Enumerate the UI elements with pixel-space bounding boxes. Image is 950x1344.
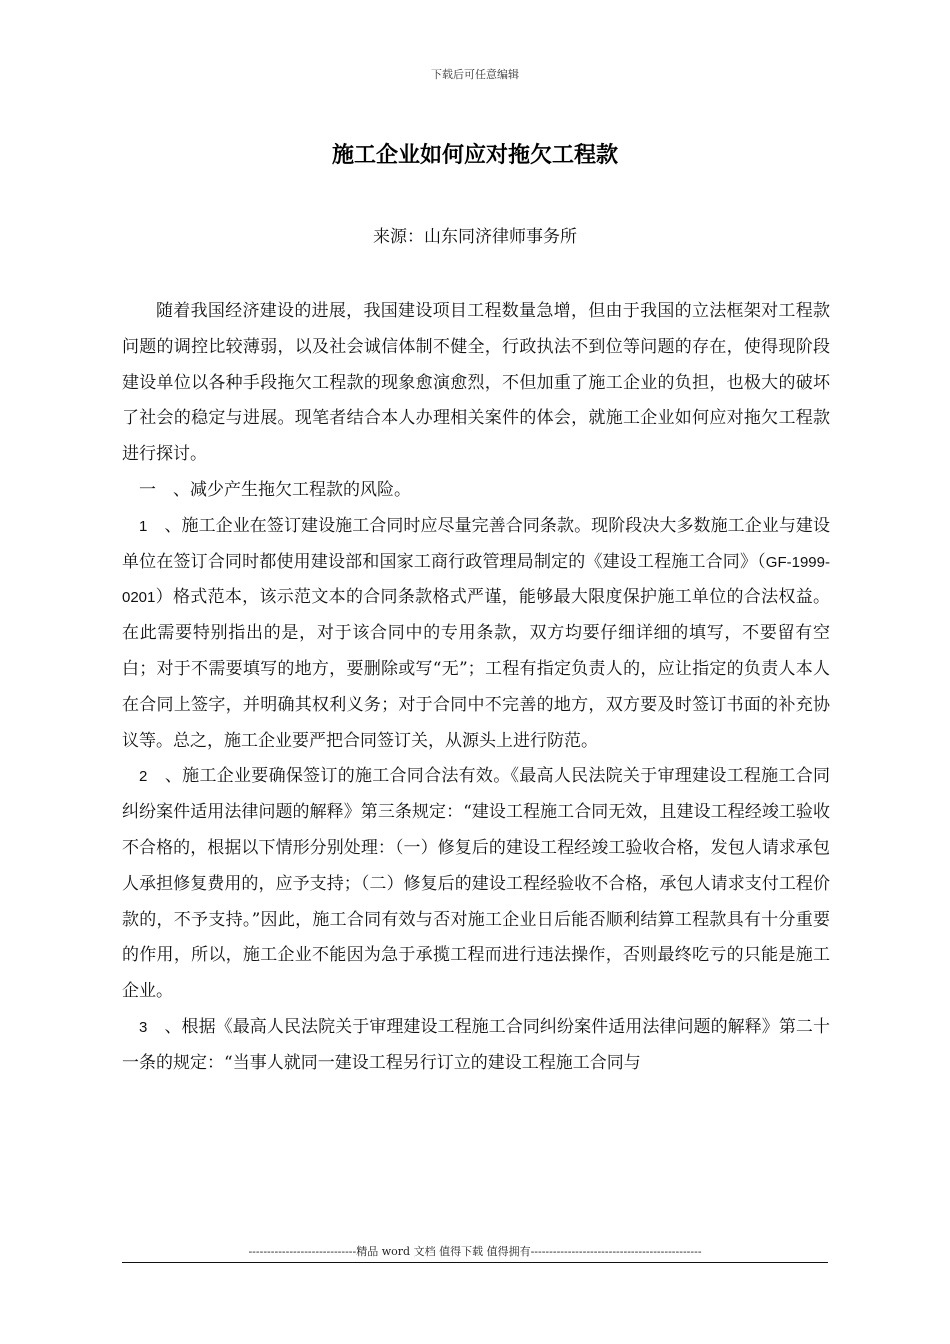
paragraph-text: 、根据《最高人民法院关于审理建设工程施工合同纠纷案件适用法律问题的解释》第二十一条的规定：“当事人就同一建设工程另行订立的建设工程施工合同与	[122, 1016, 830, 1073]
document-title: 施工企业如何应对拖欠工程款	[331, 143, 618, 168]
footer-note: -----------------------------精品 word 文档 值得下载 值得拥有----------------------------------------------	[248, 1245, 702, 1258]
section-heading: 一 、减少产生拖欠工程款的风险。	[139, 479, 411, 500]
paragraph-text: 、施工企业在签订建设施工合同时应尽量完善合同条款。现阶段决大多数施工企业与建设单位在签订合同时都使用建设部和国家工商行政管理局制定的《建设工程施工合同》（	[122, 515, 830, 572]
paragraph-text: 、施工企业要确保签订的施工合同合法有效。《最高人民法院关于审理建设工程施工合同纠纷案件适用法律问题的解释》第三条规定：“建设工程施工合同无效，且建设工程经竣工验收不合格的，根据以下情形分别处理：（一）修复后的建设工程经竣工验收合格，发包人请求承包人承担修复费用的，应予支持；（二）修复后的建设工程经验收不合格，承包人请求支付工程价款的，不予支持。”因此，施工合同有效与否对施工企业日后能否顺利结算工程款具有十分重要的作用，所以，施工企业不能因为急于承揽工程而进行违法操作，否则最终吃亏的只能是施工企业。	[122, 766, 830, 1002]
paragraph-text: ）格式范本，该示范文本的合同条款格式严谨，能够最大限度保护施工单位的合法权益。在此需要特别指出的是，对于该合同中的专用条款，双方均要仔细详细的填写，不要留有空白；对于不需要填写的地方，要删除或写“无”；工程有指定负责人的，应让指定的负责人本人在合同上签字，并明确其权利义务；对于合同中不完善的地方，双方要及时签订书面的补充协议等。总之，施工企业要严把合同签订关，从源头上进行防范。	[122, 587, 830, 751]
header-note: 下载后可任意编辑	[431, 68, 519, 81]
footer-divider	[122, 1262, 828, 1263]
item-number: 2	[139, 768, 148, 786]
document-source: 来源：山东同济律师事务所	[373, 227, 577, 247]
numbered-paragraph-1	[122, 509, 830, 760]
item-number: 3	[139, 1018, 148, 1036]
numbered-paragraph-2	[122, 759, 830, 1010]
intro-paragraph: 随着我国经济建设的进展，我国建设项目工程数量急增，但由于我国的立法框架对工程款问题的调控比较薄弱，以及社会诚信体制不健全，行政执法不到位等问题的存在，使得现阶段建设单位以各种手段拖欠工程款的现象愈演愈烈，不但加重了施工企业的负担，也极大的破坏了社会的稳定与进展。现笔者结合本人办理相关案件的体会，就施工企业如何应对拖欠工程款进行探讨。	[122, 301, 830, 465]
numbered-paragraph-3	[122, 1010, 830, 1082]
document-body	[122, 294, 830, 1082]
standard-code: GF-1999-0201	[122, 553, 830, 607]
item-number: 1	[139, 517, 148, 535]
